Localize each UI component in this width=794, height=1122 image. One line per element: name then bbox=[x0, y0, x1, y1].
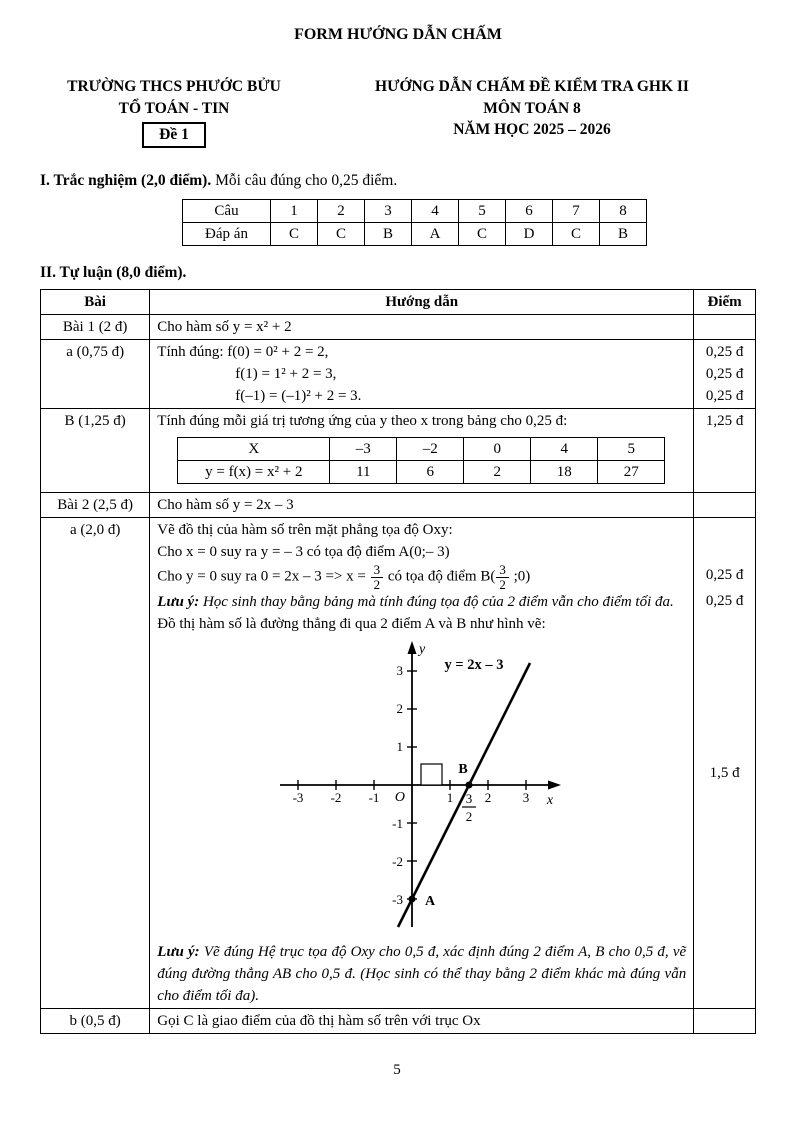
mc-question: 4 bbox=[412, 200, 459, 223]
section-2-heading: II. Tự luận (8,0 điểm). bbox=[40, 264, 187, 282]
table-row bbox=[183, 200, 647, 223]
table-row bbox=[178, 438, 665, 461]
points-cell bbox=[694, 315, 756, 340]
header-left bbox=[40, 76, 308, 148]
mc-row-label: Câu bbox=[183, 200, 271, 223]
point-a-label: A bbox=[424, 894, 435, 910]
y-tick-label: -3 bbox=[391, 892, 403, 908]
table-row bbox=[178, 461, 665, 484]
exam-code-box bbox=[142, 122, 206, 148]
x-value: 0 bbox=[464, 438, 531, 461]
section-1-heading bbox=[40, 172, 756, 190]
y-axis-label: y bbox=[418, 642, 425, 658]
points-cell bbox=[694, 340, 756, 409]
mc-answer: C bbox=[271, 223, 318, 246]
solution-line: f(–1) = (–1)² + 2 = 3. bbox=[235, 388, 362, 405]
mc-answer: C bbox=[318, 223, 365, 246]
department-name: TỔ TOÁN - TIN bbox=[118, 99, 230, 117]
y-tick-label: 3 bbox=[396, 663, 403, 679]
points-value: 0,25 đ bbox=[705, 388, 744, 405]
points-value: 0,25 đ bbox=[705, 567, 744, 584]
fraction-denominator: 2 bbox=[499, 576, 506, 592]
solution-cell bbox=[150, 340, 694, 409]
points-cell bbox=[694, 518, 756, 1009]
table-header-row bbox=[41, 290, 756, 315]
points-value: 0,25 đ bbox=[705, 593, 744, 610]
page-number: 5 bbox=[393, 1062, 401, 1078]
section-1-subtitle: Mỗi câu đúng cho 0,25 điểm. bbox=[211, 172, 398, 190]
exam-year: NĂM HỌC 2025 – 2026 bbox=[453, 121, 611, 139]
solution-text: Cho y = 0 suy ra 0 = 2x – 3 => x = bbox=[157, 568, 370, 585]
y-tick-label: -1 bbox=[391, 816, 403, 832]
table-row bbox=[41, 1009, 756, 1034]
y-value: 2 bbox=[464, 461, 531, 484]
note-text: Học sinh thay bằng bảng mà tính đúng tọa độ của 2 điểm vẫn cho điểm tối đa. bbox=[199, 594, 674, 611]
problem-label: Bài 1 (2 đ) bbox=[41, 315, 150, 340]
x-tick-label: 2 bbox=[484, 790, 491, 806]
exam-title: HƯỚNG DẪN CHẤM ĐỀ KIỂM TRA GHK II bbox=[375, 78, 689, 95]
problem-statement: Cho hàm số y = x² + 2 bbox=[150, 315, 694, 340]
mc-row-label: Đáp án bbox=[183, 223, 271, 246]
essay-grading-table bbox=[40, 289, 756, 1034]
document-header bbox=[40, 76, 756, 148]
mc-question: 1 bbox=[271, 200, 318, 223]
solution-line: Tính đúng: f(0) = 0² + 2 = 2, bbox=[157, 344, 329, 361]
solution-cell bbox=[150, 409, 694, 493]
solution-line: Vẽ đồ thị của hàm số trên mặt phẳng tọa độ Oxy: bbox=[157, 522, 453, 539]
solution-line: f(1) = 1² + 2 = 3, bbox=[235, 366, 337, 383]
value-table-header: y = f(x) = x² + 2 bbox=[178, 461, 330, 484]
points-value: 0,25 đ bbox=[705, 366, 744, 383]
b-fraction-numerator: 3 bbox=[465, 791, 472, 807]
mc-question: 5 bbox=[459, 200, 506, 223]
part-label: a (0,75 đ) bbox=[41, 340, 150, 409]
solution-text: có tọa độ điểm B( bbox=[384, 568, 496, 585]
b-fraction-denominator: 2 bbox=[465, 809, 472, 825]
unit-square-marker bbox=[421, 764, 442, 785]
points-value: 1,25 đ bbox=[705, 413, 744, 430]
x-axis-label: x bbox=[546, 793, 553, 809]
grading-note bbox=[157, 591, 686, 613]
y-tick-label: -2 bbox=[391, 854, 403, 870]
mc-question: 7 bbox=[553, 200, 600, 223]
y-value: 27 bbox=[598, 461, 665, 484]
mc-answer: D bbox=[506, 223, 553, 246]
y-tick-label: 2 bbox=[396, 701, 403, 717]
grading-note bbox=[157, 941, 686, 1007]
mc-question: 2 bbox=[318, 200, 365, 223]
problem-label: Bài 2 (2,5 đ) bbox=[41, 493, 150, 518]
form-title: FORM HƯỚNG DẪN CHẤM bbox=[294, 26, 502, 43]
table-row bbox=[41, 409, 756, 493]
x-value: –2 bbox=[397, 438, 464, 461]
solution-line: Cho x = 0 suy ra y = – 3 có tọa độ điểm A(0;– 3) bbox=[157, 544, 450, 561]
x-value: –3 bbox=[330, 438, 397, 461]
points-value: 0,25 đ bbox=[705, 344, 744, 361]
mc-answer: C bbox=[553, 223, 600, 246]
table-row bbox=[41, 315, 756, 340]
value-table-header: X bbox=[178, 438, 330, 461]
origin-label: O bbox=[394, 790, 405, 806]
table-row bbox=[183, 223, 647, 246]
solution-line bbox=[157, 563, 686, 591]
y-axis-arrow-icon bbox=[407, 641, 416, 654]
x-value: 4 bbox=[531, 438, 598, 461]
note-label: Lưu ý: bbox=[157, 594, 200, 611]
solution-line: Tính đúng mỗi giá trị tương ứng của y theo x trong bảng cho 0,25 đ: bbox=[157, 413, 568, 430]
mc-question: 6 bbox=[506, 200, 553, 223]
coordinate-graph bbox=[262, 637, 582, 932]
part-label: B (1,25 đ) bbox=[41, 409, 150, 493]
point-b-dot bbox=[465, 782, 472, 789]
section-1-title: I. Trắc nghiệm (2,0 điểm). bbox=[40, 172, 212, 190]
solution-cell bbox=[150, 518, 694, 1009]
point-a-dot bbox=[408, 896, 415, 903]
x-tick-label: 3 bbox=[522, 790, 529, 806]
solution-text: ;0) bbox=[509, 568, 531, 585]
fraction-numerator: 3 bbox=[496, 563, 509, 578]
mc-answer: B bbox=[600, 223, 647, 246]
points-cell bbox=[694, 1009, 756, 1034]
part-label: a (2,0 đ) bbox=[41, 518, 150, 1009]
column-header-diem: Điểm bbox=[694, 290, 756, 315]
school-name: TRƯỜNG THCS PHƯỚC BỬU bbox=[67, 78, 281, 95]
note-text: Vẽ đúng Hệ trục tọa độ Oxy cho 0,5 đ, xác định đúng 2 điểm A, B cho 0,5 đ, vẽ đúng đường thẳng AB cho 0,5 đ. (Học sinh có thể thay bằng 2 điểm khác mà đúng vẫn cho điểm tối đa). bbox=[157, 944, 687, 1005]
points-cell bbox=[694, 409, 756, 493]
value-table bbox=[177, 437, 665, 484]
fraction-denominator: 2 bbox=[373, 576, 381, 592]
mc-question: 8 bbox=[600, 200, 647, 223]
note-label: Lưu ý: bbox=[157, 944, 200, 961]
y-tick-label: 1 bbox=[396, 739, 403, 755]
graph-container bbox=[157, 637, 686, 939]
solution-cell: Gọi C là giao điểm của đồ thị hàm số trên với trục Ox bbox=[150, 1009, 694, 1034]
mc-answer: A bbox=[412, 223, 459, 246]
points-value: 1,5 đ bbox=[709, 765, 740, 782]
fraction-numerator: 3 bbox=[371, 563, 384, 578]
y-value: 18 bbox=[531, 461, 598, 484]
fraction-three-halves bbox=[496, 563, 509, 591]
multiple-choice-table bbox=[182, 199, 647, 246]
exam-code: Đề 1 bbox=[159, 126, 189, 144]
y-value: 11 bbox=[330, 461, 397, 484]
solution-line: Đồ thị hàm số là đường thẳng đi qua 2 điểm A và B như hình vẽ: bbox=[157, 616, 546, 633]
table-row bbox=[41, 340, 756, 409]
x-tick-label: -2 bbox=[330, 790, 342, 806]
line-equation-label: y = 2x – 3 bbox=[444, 657, 504, 674]
column-header-huongdan: Hướng dẫn bbox=[150, 290, 694, 315]
mc-question: 3 bbox=[365, 200, 412, 223]
column-header-bai: Bài bbox=[41, 290, 150, 315]
part-label: b (0,5 đ) bbox=[41, 1009, 150, 1034]
points-cell bbox=[694, 493, 756, 518]
y-value: 6 bbox=[397, 461, 464, 484]
x-value: 5 bbox=[598, 438, 665, 461]
fraction-three-halves bbox=[371, 563, 384, 591]
mc-answer: C bbox=[459, 223, 506, 246]
function-line bbox=[398, 663, 530, 927]
point-b-label: B bbox=[458, 762, 468, 778]
exam-subject: MÔN TOÁN 8 bbox=[483, 99, 581, 117]
x-axis-arrow-icon bbox=[548, 781, 561, 790]
x-tick-label: -1 bbox=[368, 790, 380, 806]
x-tick-label: 1 bbox=[446, 790, 453, 806]
x-tick-label: -3 bbox=[292, 790, 304, 806]
mc-answer: B bbox=[365, 223, 412, 246]
table-row bbox=[41, 518, 756, 1009]
problem-statement: Cho hàm số y = 2x – 3 bbox=[150, 493, 694, 518]
table-row bbox=[41, 493, 756, 518]
header-right bbox=[308, 76, 756, 148]
